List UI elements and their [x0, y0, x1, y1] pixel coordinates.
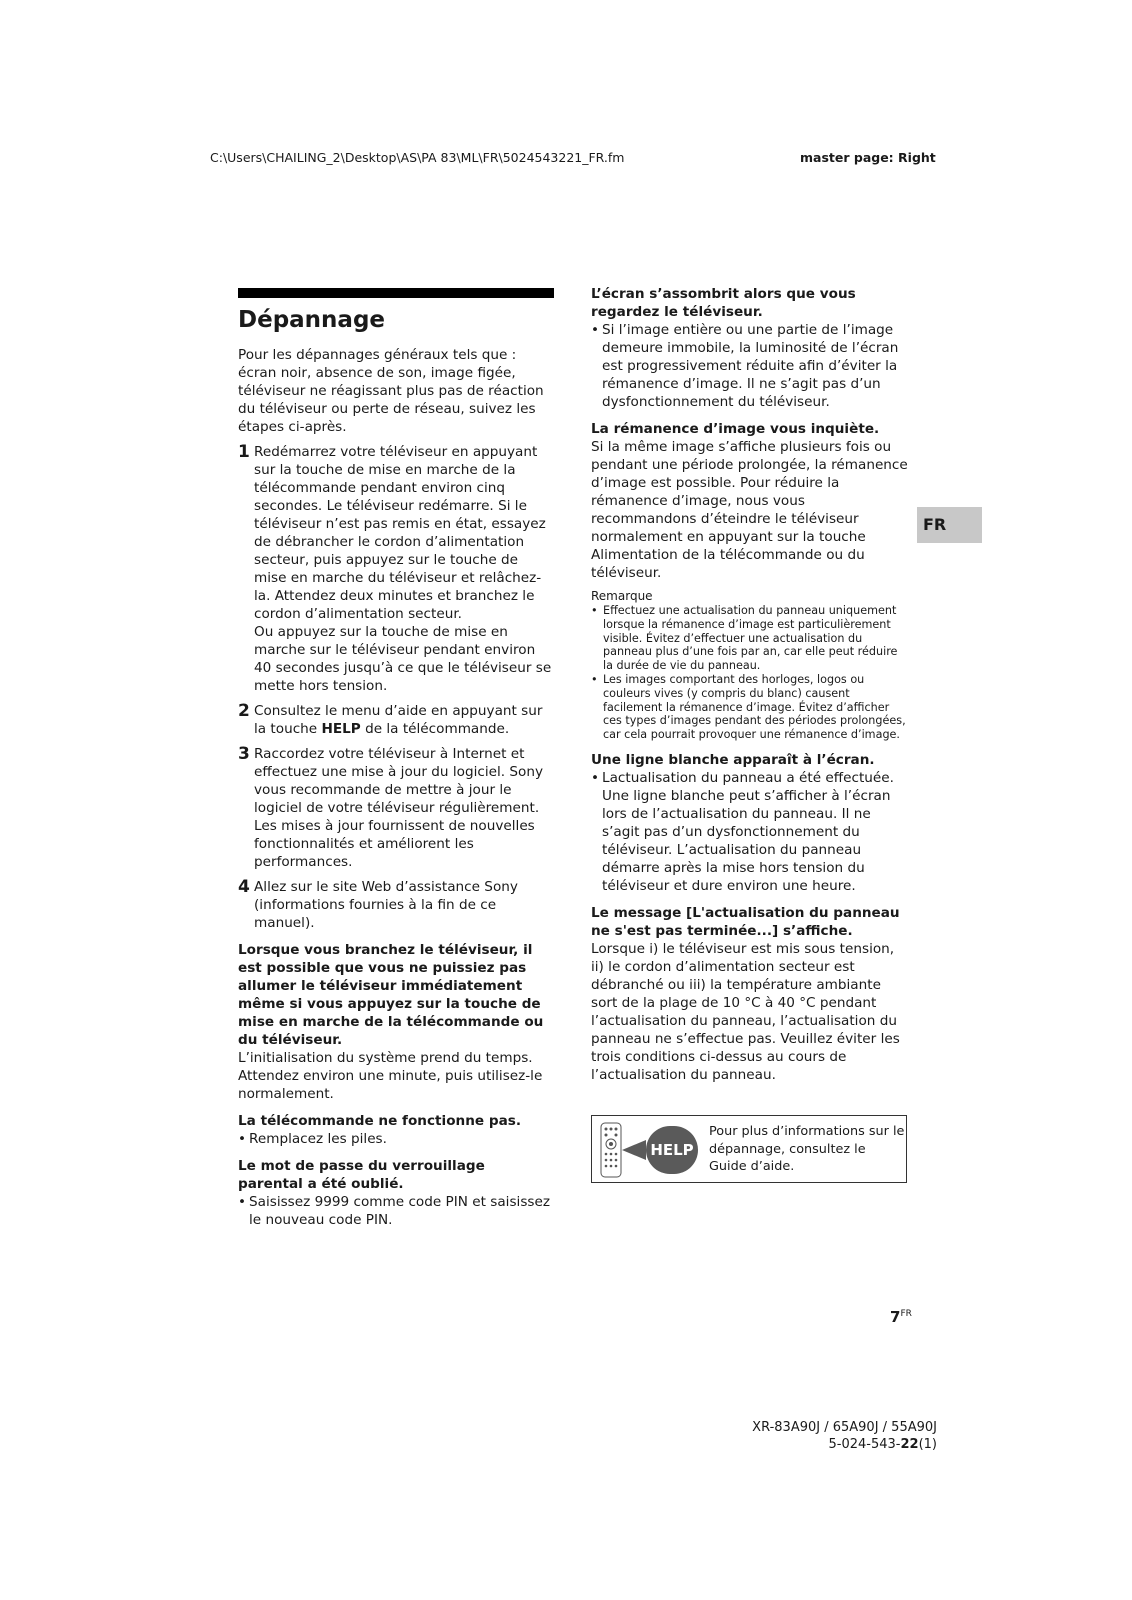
question-white-line: Une ligne blanche apparaît à l’écran.: [591, 751, 875, 768]
bullet-icon: •: [238, 1194, 247, 1210]
step-text: Allez sur le site Web d’assistance Sony (informations fournies à la fin de ce manuel).: [254, 879, 518, 931]
remote-control-icon: [600, 1122, 622, 1178]
help-box-text: Pour plus d’informations sur le dépannage, consultez le Guide d’aide.: [709, 1124, 905, 1174]
step-number: 1: [238, 442, 250, 462]
list-item: • Lactualisation du panneau a été effectuée. Une ligne blanche peut s’afficher à l’écran lors de l’actualisation du panneau. Il ne s’agit pas d’un dysfonctionnement du téléviseur. L’actualisation du panneau démarre après la mise hors tension du téléviseur et dure environ une heure.: [591, 769, 894, 894]
answer-power-on: L’initialisation du système prend du temps. Attendez environ une minute, puis utilisez-le normalement.: [238, 1050, 543, 1102]
header-file-path: C:\Users\CHAILING_2\Desktop\AS\PA 83\ML\FR\5024543221_FR.fm: [210, 150, 625, 165]
step-number: 3: [238, 744, 250, 764]
language-tab: FR: [917, 507, 982, 543]
question-image-retention: La rémanence d’image vous inquiète.: [591, 421, 880, 437]
step-4: [238, 878, 554, 932]
list-item: • Saisissez 9999 comme code PIN et saisissez le nouveau code PIN.: [238, 1194, 550, 1228]
bullet-icon: •: [591, 604, 598, 617]
right-column: [591, 285, 909, 1084]
bullet-icon: •: [238, 1131, 247, 1147]
step-text-alt: Ou appuyez sur la touche de mise en marche sur le téléviseur pendant environ 40 secondes jusqu’à ce que le téléviseur se mette hors tension.: [254, 624, 552, 694]
step-number: 2: [238, 701, 250, 721]
step-text: Redémarrez votre téléviseur en appuyant sur la touche de mise en marche de la télécommande pendant environ cinq secondes. Le téléviseur redémarre. Si le téléviseur n’est pas remis en état, essayez de débrancher le cordon d’alimentation secteur, puis appuyez sur le touche de mise en marche du téléviseur et relâchez-la. Attendez deux minutes et branchez le cordon d’alimentation secteur.: [254, 444, 546, 622]
callout-arrow: [622, 1140, 646, 1160]
step-number: 4: [238, 877, 250, 897]
step-2: [238, 702, 554, 738]
help-info-box: [591, 1115, 907, 1183]
step-3: [238, 745, 554, 871]
answer-panel-refresh-message: Lorsque i) le téléviseur est mis sous tension, ii) le cordon d’alimentation secteur est débranché ou iii) la température ambiante sort de la plage de 10 °C à 40 °C pendant l’actualisation du panneau, l’actualisation du panneau ne s’effectue pas. Veuillez éviter les trois conditions ci-dessus au cours de l’actualisation du panneau.: [591, 940, 900, 1083]
list-item: • Remplacez les piles.: [238, 1131, 387, 1147]
footer-code: 5-024-543-22(1): [828, 1437, 937, 1452]
help-badge: HELP: [646, 1126, 698, 1174]
remark-item: • Effectuez une actualisation du panneau uniquement lorsque la rémanence d’image est particulièrement visible. Évitez d’effectuer une actualisation du panneau plus d’une fois par an, car elle peut réduire la durée de vie du panneau.: [591, 604, 898, 673]
title-rule: [238, 288, 554, 298]
remark-item: • Les images comportant des horloges, logos ou couleurs vives (y compris du blanc) causent facilement la rémanence d’image. Évitez d’afficher ces types d’images pendant des périodes prolongées, car cela pourrait provoquer une rémanence d’image.: [591, 672, 906, 742]
left-column: [238, 288, 554, 1229]
page-title: Dépannage: [238, 307, 386, 333]
question-screen-dims: L’écran s’assombrit alors que vous regardez le téléviseur.: [591, 286, 856, 320]
bullet-icon: •: [591, 322, 600, 338]
footer-model-info: [752, 1419, 937, 1453]
list-item: • Si l’image entière ou une partie de l’image demeure immobile, la luminosité de l’écran est progressivement réduite afin d’éviter la rémanence d’image. Il ne s’agit pas d’un dysfonctionnement du téléviseur.: [591, 322, 899, 410]
page-number: $7^{FR}$: [890, 1308, 912, 1326]
intro-paragraph: Pour les dépannages généraux tels que : écran noir, absence de son, image figée, téléviseur ne réagissant plus pas de réaction du téléviseur ou perte de réseau, suivez les étapes ci-après.: [238, 347, 544, 435]
remark-heading: Remarque: [591, 589, 653, 603]
step-text: Raccordez votre téléviseur à Internet et effectuez une mise à jour du logiciel. Sony vous recommande de mettre à jour le logiciel de votre téléviseur régulièrement. Les mises à jour fournissent de nouvelles fonctionnalités et améliorent les performances.: [254, 746, 544, 870]
footer-models: XR-83A90J / 65A90J / 55A90J: [752, 1420, 937, 1435]
step-text: Consultez le menu d’aide en appuyant sur la touche HELP de la télécommande.: [254, 703, 543, 737]
header-master-page: master page: Right: [800, 150, 936, 165]
step-1: [238, 443, 554, 695]
question-panel-refresh-message: Le message [L'actualisation du panneau ne s'est pas terminée...] s’affiche.: [591, 904, 900, 939]
bullet-icon: •: [591, 769, 600, 786]
question-power-on: Lorsque vous branchez le téléviseur, il est possible que vous ne puissiez pas allumer le téléviseur immédiatement même si vous appuyez sur la touche de mise en marche de la télécommande ou du téléviseur.: [238, 942, 544, 1048]
help-key-label: HELP: [321, 721, 361, 737]
question-remote: La télécommande ne fonctionne pas.: [238, 1113, 522, 1129]
answer-image-retention: Si la même image s’affiche plusieurs fois ou pendant une période prolongée, la rémanence d’image est possible. Pour réduire la rémanence d’image, nous vous recommandons d’éteindre le téléviseur normalement en appuyant sur la touche Alimentation de la télécommande ou du téléviseur.: [591, 439, 908, 581]
question-parental-password: Le mot de passe du verrouillage parental a été oublié.: [238, 1158, 485, 1192]
bullet-icon: •: [591, 672, 598, 686]
